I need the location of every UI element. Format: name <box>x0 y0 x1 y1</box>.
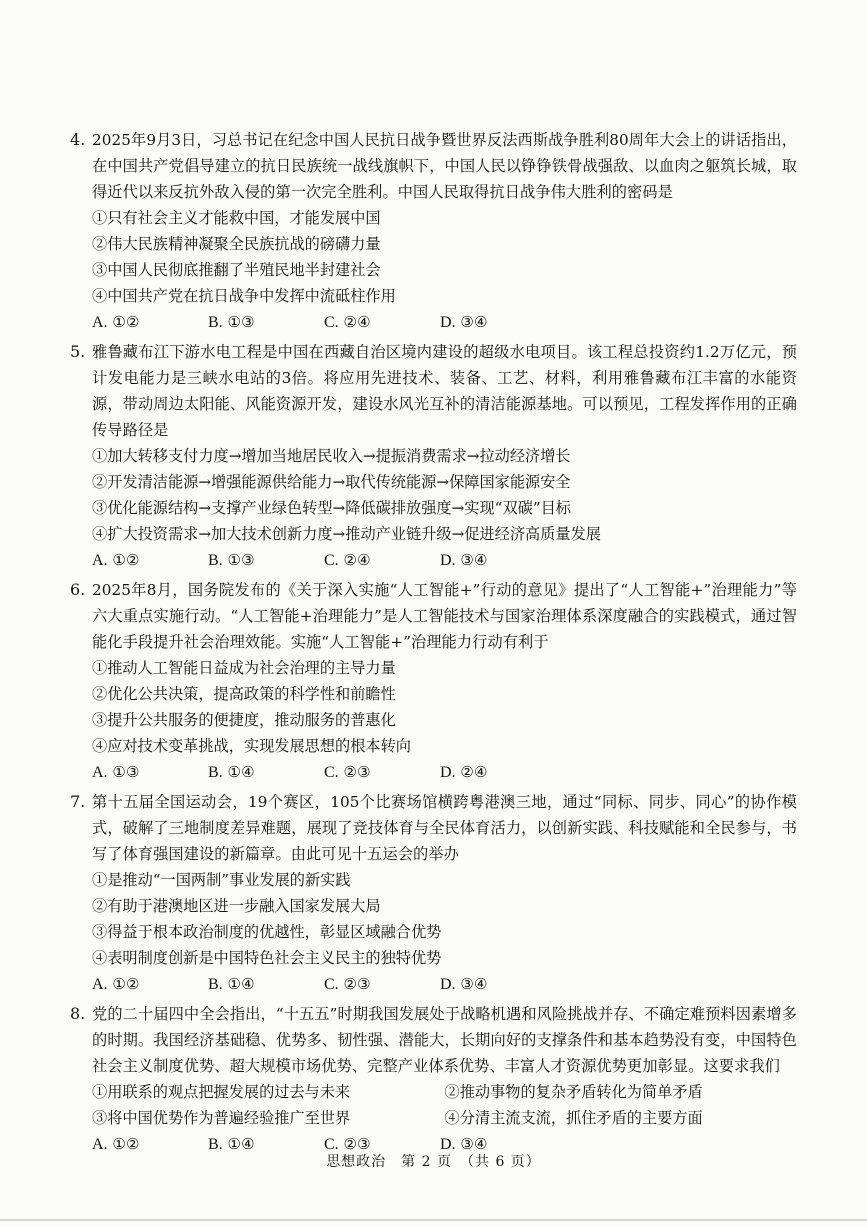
question-number: 5. <box>70 342 86 361</box>
option-item: ④中国共产党在抗日战争中发挥中流砥柱作用 <box>92 287 396 305</box>
question-stem: 2025年9月3日，习总书记在纪念中国人民抗日战争暨世界反法西斯战争胜利80周年大会上的讲话指出，在中国共产党倡导建立的抗日民族统一战线旗帜下，中国人民以铮铮铁骨战强敌、以血肉之躯筑长城，取得近代以来反抗外敌入侵的第一次完全胜利。中国人民取得抗日战争伟大胜利的密码是 <box>92 131 797 201</box>
question-5 <box>70 339 797 574</box>
answer-choice-c: C. ②④ <box>324 551 371 569</box>
question-7 <box>70 789 797 998</box>
option-item: ④表明制度创新是中国特色社会主义民主的独特优势 <box>92 949 442 967</box>
question-8 <box>70 1001 797 1158</box>
answer-choice-c: C. ②③ <box>324 1135 371 1153</box>
option-item: ③中国人民彻底推翻了半殖民地半封建社会 <box>92 261 381 279</box>
option-item: ②有助于港澳地区进一步融入国家发展大局 <box>92 897 381 915</box>
option-item: ②伟大民族精神凝聚全民族抗战的磅礴力量 <box>92 235 381 253</box>
answer-choice-c: C. ②④ <box>324 313 371 331</box>
answer-choice-d: D. ③④ <box>440 551 488 569</box>
option-item: ①只有社会主义才能救中国，才能发展中国 <box>92 209 381 227</box>
option-item: ③得益于根本政治制度的优越性，彰显区域融合优势 <box>92 923 442 941</box>
question-number: 6. <box>70 580 86 599</box>
answer-choice-b: B. ①④ <box>208 763 255 781</box>
question-stem: 党的二十届四中全会指出，“十五五”时期我国发展处于战略机遇和风险挑战并存、不确定难预料因素增多的时期。我国经济基础稳、优势多、韧性强、潜能大，长期向好的支撑条件和基本趋势没有变，中国特色社会主义制度优势、超大规模市场优势、完整产业体系优势、丰富人才资源优势更加彰显。这要求我们 <box>92 1005 797 1075</box>
option-item: ①是推动“一国两制”事业发展的新实践 <box>92 871 351 889</box>
answer-choice-b: B. ①④ <box>208 1135 255 1153</box>
option-item: ②优化公共决策，提高政策的科学性和前瞻性 <box>92 685 396 703</box>
option-item: ④扩大投资需求→加大技术创新力度→推动产业链升级→促进经济高质量发展 <box>92 525 601 543</box>
question-number: 8. <box>70 1004 86 1023</box>
option-item: ③提升公共服务的便捷度，推动服务的普惠化 <box>92 711 396 729</box>
question-stem: 第十五届全国运动会，19个赛区，105个比赛场馆横跨粤港澳三地，通过“同标、同步、同心”的协作模式，破解了三地制度差异难题，展现了竞技体育与全民体育活力，以创新实践、科技赋能和全民参与，书写了体育强国建设的新篇章。由此可见十五运会的举办 <box>92 793 797 863</box>
answer-choice-b: B. ①④ <box>208 975 255 993</box>
option-item: ④分清主流支流，抓住矛盾的主要方面 <box>444 1109 703 1127</box>
option-item: ①加大转移支付力度→增加当地居民收入→提振消费需求→拉动经济增长 <box>92 447 571 465</box>
answer-choices <box>92 309 797 336</box>
answer-choices <box>92 971 797 998</box>
answer-choice-b: B. ①③ <box>208 551 255 569</box>
option-item: ①推动人工智能日益成为社会治理的主导力量 <box>92 659 396 677</box>
answer-choice-a: A. ①② <box>92 975 140 993</box>
page-footer: 思想政治 第 2 页 （共 6 页） <box>326 1154 541 1170</box>
answer-choice-d: D. ③④ <box>440 975 488 993</box>
answer-choice-b: B. ①③ <box>208 313 255 331</box>
answer-choice-c: C. ②③ <box>324 763 371 781</box>
option-item: ③优化能源结构→支撑产业绿色转型→降低碳排放强度→实现“双碳”目标 <box>92 499 571 517</box>
option-item: ③将中国优势作为普遍经验推广至世界 <box>92 1109 351 1127</box>
question-number: 4. <box>70 130 86 149</box>
answer-choices <box>92 759 797 786</box>
answer-choice-a: A. ①② <box>92 313 140 331</box>
answer-choice-a: A. ①② <box>92 551 140 569</box>
option-grid <box>92 1079 797 1131</box>
questions-container <box>70 127 797 1161</box>
answer-choice-d: D. ③④ <box>440 1135 488 1153</box>
answer-choice-a: A. ①② <box>92 1135 140 1153</box>
option-item: ④应对技术变革挑战，实现发展思想的根本转向 <box>92 737 411 755</box>
question-stem: 雅鲁藏布江下游水电工程是中国在西藏自治区境内建设的超级水电项目。该工程总投资约1.2万亿元，预计发电能力是三峡水电站的3倍。将应用先进技术、装备、工艺、材料，利用雅鲁藏布江丰富的水能资源，带动周边太阳能、风能资源开发，建设水风光互补的清洁能源基地。可以预见，工程发挥作用的正确传导路径是 <box>92 343 797 439</box>
question-stem: 2025年8月，国务院发布的《关于深入实施“人工智能+”行动的意见》提出了“人工智能+”治理能力”等六大重点实施行动。“人工智能+治理能力”是人工智能技术与国家治理体系深度融合的实践模式，通过智能化手段提升社会治理效能。实施“人工智能+”治理能力行动有利于 <box>92 581 797 651</box>
answer-choices <box>92 547 797 574</box>
answer-choice-d: D. ②④ <box>440 763 488 781</box>
answer-choice-d: D. ③④ <box>440 313 488 331</box>
question-number: 7. <box>70 792 86 811</box>
answer-choice-c: C. ②③ <box>324 975 371 993</box>
question-6 <box>70 577 797 786</box>
option-item: ②推动事物的复杂矛盾转化为简单矛盾 <box>444 1083 703 1101</box>
question-4 <box>70 127 797 336</box>
option-item: ①用联系的观点把握发展的过去与未来 <box>92 1083 351 1101</box>
bottom-divider <box>0 1219 867 1221</box>
answer-choice-a: A. ①③ <box>92 763 140 781</box>
option-item: ②开发清洁能源→增强能源供给能力→取代传统能源→保障国家能源安全 <box>92 473 571 491</box>
